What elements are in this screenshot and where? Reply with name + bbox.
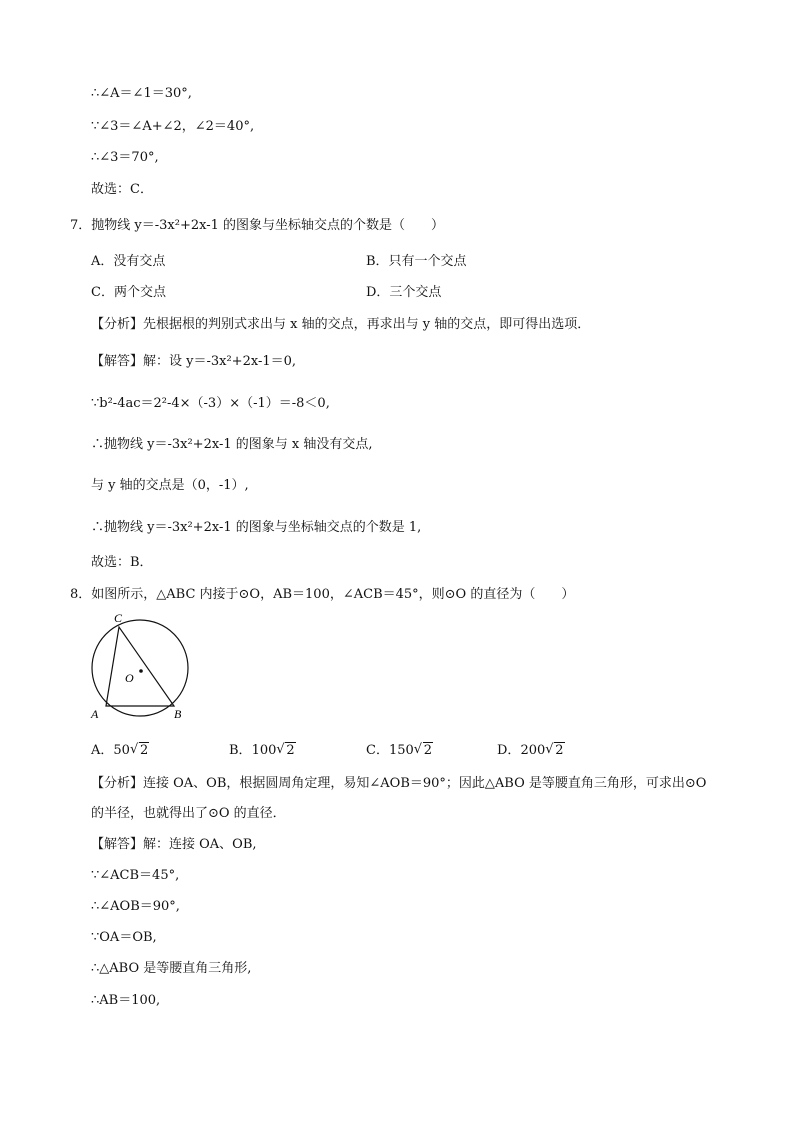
q8-option-d-rad: 2 xyxy=(555,743,564,758)
sqrt-icon xyxy=(545,743,564,758)
center-point xyxy=(139,669,143,673)
q8-option-b xyxy=(229,739,296,758)
q8-option-c-prefix: C． xyxy=(366,743,389,758)
prev-line-3: ∴∠3＝70°, xyxy=(91,150,159,165)
q8-solution-5: ∴△ABO 是等腰直角三角形, xyxy=(91,961,252,976)
prev-line-2: ∵∠3＝∠A+∠2，∠2＝40°, xyxy=(91,119,255,134)
q8-solution-4: ∵OA＝OB, xyxy=(91,930,157,945)
q8-option-c xyxy=(366,739,433,758)
q7-solution-5: ∴抛物线 y＝-3x²+2x-1 的图象与坐标轴交点的个数是 1, xyxy=(91,520,422,535)
label-c: C xyxy=(114,611,123,625)
sqrt-icon xyxy=(414,743,433,758)
label-o: O xyxy=(125,671,134,685)
q8-option-a xyxy=(91,739,149,758)
q7-analysis: 【分析】先根据根的判别式求出与 x 轴的交点，再求出与 y 轴的交点，即可得出选项． xyxy=(91,317,591,332)
triangle-abc xyxy=(106,627,174,706)
label-b: B xyxy=(174,707,182,721)
q7-option-c: C．两个交点 xyxy=(91,285,166,300)
q7-option-b: B．只有一个交点 xyxy=(366,254,467,269)
q8-analysis-2: 的半径，也就得出了⊙O 的直径． xyxy=(91,806,286,821)
sqrt-icon xyxy=(276,743,295,758)
q7-solution-4: 与 y 轴的交点是（0，-1）, xyxy=(91,478,249,493)
circle-triangle-figure xyxy=(86,610,196,722)
q8-option-c-coef: 150 xyxy=(388,743,414,758)
q8-option-b-coef: 100 xyxy=(251,743,277,758)
q7-solution-1: 【解答】解：设 y＝-3x²+2x-1＝0, xyxy=(91,354,297,369)
q8-option-c-rad: 2 xyxy=(423,743,433,758)
q7-option-a: A．没有交点 xyxy=(91,254,166,269)
q7-solution-2: ∵b²-4ac＝2²-4×（-3）×（-1）＝-8＜0, xyxy=(91,396,330,411)
prev-line-4: 故选：C． xyxy=(91,182,153,197)
q8-solution-6: ∴AB＝100, xyxy=(91,993,161,1008)
q8-solution-3: ∴∠AOB＝90°, xyxy=(91,899,180,914)
q7-option-d: D．三个交点 xyxy=(366,285,442,300)
q7-solution-6: 故选：B． xyxy=(91,555,153,570)
q8-option-d-coef: 200 xyxy=(520,743,546,758)
q8-solution-2: ∵∠ACB＝45°, xyxy=(91,868,180,883)
label-a: A xyxy=(91,707,99,721)
q8-option-d-prefix: D． xyxy=(497,743,521,758)
q8-option-b-prefix: B． xyxy=(229,743,252,758)
q8-option-a-prefix: A． xyxy=(91,743,114,758)
q8-stem: 8．如图所示，△ABC 内接于⊙O，AB＝100，∠ACB＝45°，则⊙O 的直径为（ ） xyxy=(70,587,575,602)
q7-solution-3: ∴抛物线 y＝-3x²+2x-1 的图象与 x 轴没有交点, xyxy=(91,437,373,452)
prev-line-1: ∴∠A＝∠1＝30°, xyxy=(91,86,192,101)
q8-option-a-rad: 2 xyxy=(139,743,149,758)
q7-stem: 7．抛物线 y＝-3x²+2x-1 的图象与坐标轴交点的个数是（ ） xyxy=(70,218,445,233)
q8-option-b-rad: 2 xyxy=(286,743,295,758)
q8-analysis-1: 【分析】连接 OA、OB，根据圆周角定理，易知∠AOB＝90°；因此△ABO 是等腰直角三角形，可求出⊙O xyxy=(91,776,707,791)
q8-solution-1: 【解答】解：连接 OA、OB, xyxy=(91,837,257,852)
sqrt-icon xyxy=(130,743,149,758)
q8-option-d xyxy=(497,739,565,758)
q8-option-a-coef: 50 xyxy=(113,743,130,758)
